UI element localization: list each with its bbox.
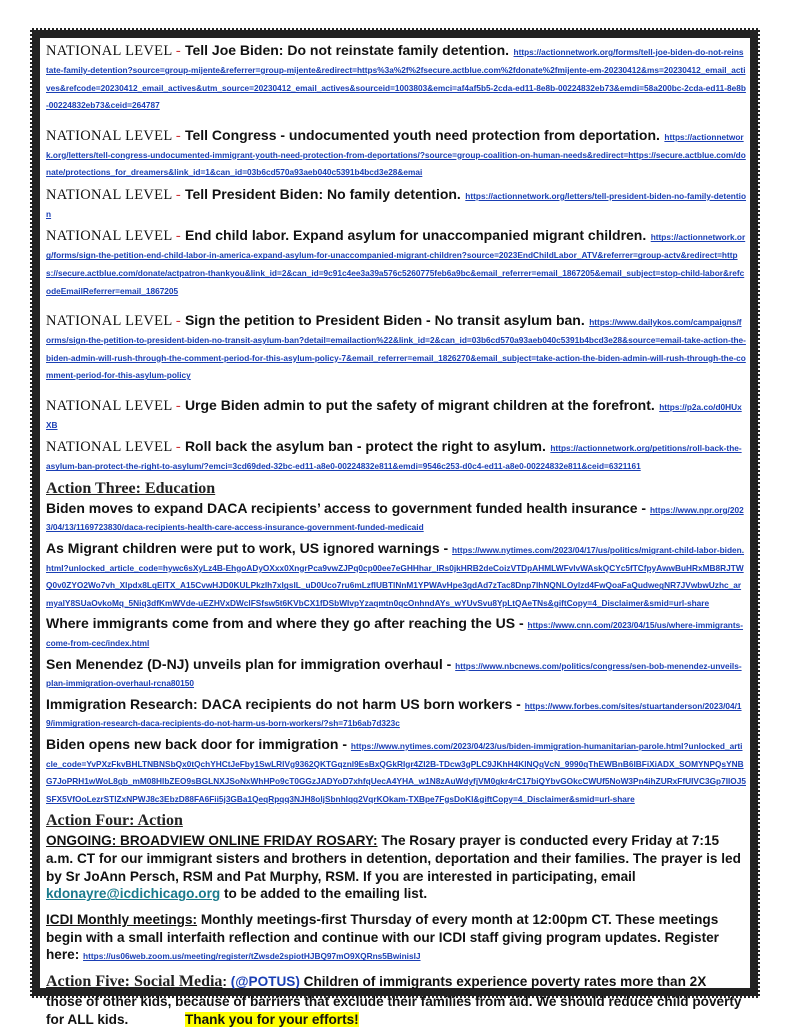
action-heading: Urge Biden admin to put the safety of migrant children at the forefront.: [184, 396, 655, 413]
education-item: [46, 656, 746, 691]
article-heading: Sen Menendez (D-NJ) unveils plan for immigration overhaul -: [46, 655, 456, 672]
icdi-title: ICDI Monthly meetings:: [46, 912, 198, 928]
education-item: [46, 540, 746, 610]
social-colon: :: [222, 974, 231, 990]
icdi-register-link[interactable]: https://us06web.zoom.us/meeting/register/tZwsde2spiotHJBQ97mO9XQRns5BwinisIJ: [83, 951, 421, 962]
social-text: Children of immigrants experience poverty rates more than 2X those of other kids, because of barriers that exclude their families from aid. We should reduce child poverty for ALL kids.: [46, 974, 742, 1027]
national-level-item: [46, 42, 746, 113]
rosary-paragraph: [46, 832, 746, 903]
national-level-item: [46, 312, 746, 383]
national-level-item: [46, 438, 746, 474]
action-link[interactable]: https://actionnetwork.org/letters/tell-president-biden-no-family-detention: [46, 190, 747, 219]
education-item: [46, 615, 746, 650]
icdi-paragraph: [46, 911, 746, 964]
national-level-item: [46, 397, 746, 433]
section-title-social: Action Five: Social Media: [46, 973, 223, 991]
action-link[interactable]: https://actionnetwork.org/petitions/roll-back-the-asylum-ban-protect-the-right-to-asylum/?emci=3cd69ded-32bc-ed11-a8e0-00224832e811&emdi=9546c253-d0c4-ed11-a8e0-00224832e811&ceid=6321161: [46, 443, 742, 472]
national-level-item: [46, 186, 746, 222]
action-heading: Tell Congress - undocumented youth need protection from deportation.: [184, 126, 660, 143]
article-heading: Biden opens new back door for immigration -: [46, 736, 351, 752]
section-title-action: Action Four: Action: [46, 812, 183, 830]
article-link[interactable]: https://www.nytimes.com/2023/04/23/us/biden-immigration-humanitarian-parole.html?unlocked_article_code=YvPXzFkvBHLTNBNSbQx0tQchYHCtJeFby1SwLRlVg9362QKTGqznl9EsBxQGkRlgr4ZI2B-TDcw3gPLC9JKhH4KlNQqVcN_9990qThEWBnB6lBFiXiADX_SOMYNPQsYNBG7JoPRH1wWoL8gb_mM08HlbZEO9sBGLNXJSoNxWhHPo9cT0GGzJADYoD7xhfqUecA4YHA_w1N8zAuWdyfjVM0gkr4rC17biQYbvGOkcCWUf5NoW3Pn4ihZURxFfUIVC3Gp7IlOJ5SFX5VfOoLezrSTlZxNPWJ8c3EbzD88FA6Fii5j3GBa1QeqRpqq3NJH8oljSbnhlqq2VqrKOkam-TXBpe7FgsDoKl&giftCopy=4_Disclaimer&smid=url-share: [46, 741, 746, 804]
section-title-education: Action Three: Education: [46, 479, 216, 497]
education-item: [46, 736, 746, 806]
national-level-label: NATIONAL LEVEL -: [46, 127, 185, 144]
action-link[interactable]: https://actionnetwork.org/forms/sign-the-petition-end-child-labor-in-america-expand-asylum-for-unaccompanied-migrant-children?source=2023EndChildLabor_ATV&referrer=group-actv&redirect=https://secure.actblue.com/donate/actpatron-thankyou&link_id=2&can_id=9c91c4ee3a39a576c5260775feb6a9bc&email_referrer=email_1867205&email_subject=stop-child-labor&refcodeEmailReferrer=email_1867205: [46, 232, 746, 296]
newsletter-content: [46, 42, 746, 1028]
email-link[interactable]: kdonayre@icdichicago.org: [46, 886, 221, 902]
national-level-label: NATIONAL LEVEL -: [46, 313, 185, 330]
icdi-text: Monthly meetings-first Thursday of every month at 12:00pm CT. These meetings begin with a small interfaith reflection and continue with our ICDI staff giving program updates. Register here:: [46, 912, 719, 963]
action-link[interactable]: https://www.dailykos.com/campaigns/forms/sign-the-petition-to-president-biden-no-transit-asylum-ban?detail=emailaction%22&link_id=2&can_id=03b6cd570a93aeb040c5391b4bcd3e28&source=email-take-action-the-biden-admin-will-rush-through-the-comment-period-for-this-asylum-policy-7&email_referrer=email_1826270&email_subject=take-action-the-biden-admin-will-rush-through-the-comment-period-for-this-asylum-policy: [46, 317, 746, 381]
national-level-label: NATIONAL LEVEL -: [46, 439, 185, 456]
action-heading: Roll back the asylum ban - protect the right to asylum.: [184, 438, 546, 455]
national-level-label: NATIONAL LEVEL -: [46, 186, 185, 203]
rosary-text: The Rosary prayer is conducted every Friday at 7:15 a.m. CT for our immigrant sisters and brothers in detention, deportation and their families. The prayer is led by Sr JoAnn Persch, RSM and Pat Murphy, RSM. If you are interested in participating, email: [46, 833, 741, 884]
article-heading: Immigration Research: DACA recipients do not harm US born workers -: [46, 695, 525, 712]
national-level-label: NATIONAL LEVEL -: [46, 228, 185, 245]
action-link[interactable]: https://actionnetwork.org/letters/tell-congress-undocumented-immigrant-youth-need-protection-from-deportations/?source=group-coalition-on-human-needs&redirect=https://secure.actblue.com/donate/protections_for_dreamers&link_id=1&can_id=03b6cd570a93aeb040c5391b4bcd3e28&emai: [46, 131, 746, 178]
national-level-label: NATIONAL LEVEL -: [46, 397, 185, 414]
social-media-paragraph: [46, 972, 746, 1028]
national-level-label: NATIONAL LEVEL -: [46, 43, 185, 59]
potus-handle[interactable]: (@POTUS): [230, 974, 300, 990]
thanks-highlight: Thank you for your efforts!: [184, 1011, 359, 1027]
action-heading: End child labor. Expand asylum for unaccompanied migrant children.: [184, 227, 647, 244]
education-item: [46, 696, 746, 731]
article-link[interactable]: https://www.npr.org/2023/04/13/1169723830/daca-recipients-health-care-access-insurance-government-funded-medicaid: [46, 504, 744, 533]
action-heading: Tell Joe Biden: Do not reinstate family detention.: [184, 42, 510, 58]
article-link[interactable]: https://www.cnn.com/2023/04/15/us/where-immigrants-come-from-cec/index.html: [46, 620, 744, 649]
action-link[interactable]: https://actionnetwork.org/forms/tell-joe-biden-do-not-reinstate-family-detention?source=group-mijente&referrer=group-mijente&redirect=https%3a%2f%2fsecure.actblue.com%2fdonate%2fmijente-em-20230412&ms=20230412_email_actives&refcode=20230412_email_actives&utm_source=20230412_email_actives&sourceid=1003803&emci=af4af5b5-2cda-ed11-8e8b-00224832eb73&emdi=58a200bc-2cda-ed11-8e8b-00224832eb73&ceid=264787: [46, 47, 746, 111]
action-heading: Tell President Biden: No family detention.: [184, 185, 461, 202]
article-link[interactable]: https://www.forbes.com/sites/stuartanderson/2023/04/19/immigration-research-daca-recipients-do-not-harm-us-born-workers/?sh=71b6ab7d323c: [46, 700, 742, 729]
action-heading: Sign the petition to President Biden - No transit asylum ban.: [184, 312, 585, 329]
national-level-item: [46, 227, 746, 298]
rosary-tail: to be added to the emailing list.: [220, 886, 428, 902]
article-heading: Biden moves to expand DACA recipients’ access to government funded health insurance -: [46, 499, 650, 516]
article-link[interactable]: https://www.nbcnews.com/politics/congress/sen-bob-menendez-unveils-plan-immigration-overhaul-rcna80150: [46, 660, 742, 689]
education-item: [46, 500, 746, 535]
education-list: [46, 500, 746, 807]
national-level-list: [46, 42, 746, 474]
article-heading: Where immigrants come from and where they go after reaching the US -: [46, 615, 528, 632]
action-link[interactable]: https://p2a.co/d0HUxXB: [46, 401, 742, 430]
article-heading: As Migrant children were put to work, US ignored warnings -: [46, 540, 453, 557]
rosary-title: ONGOING: BROADVIEW ONLINE FRIDAY ROSARY:: [46, 833, 378, 849]
national-level-item: [46, 127, 746, 180]
article-link[interactable]: https://www.nytimes.com/2023/04/17/us/politics/migrant-child-labor-biden.html?unlocked_article_code=hywc6sXyLz4B-EhgoADyOXxx0XngrPca9vwZJPq0cp00ee7eGHHhar_lRs0jkHRB2deCoizVTDpAHMLWFvlvWAskQCYc5fTCfpyAwwBuHRxMB8RJTWQ0v0ZYO2Wo7vh_Xlpdx8LqEITX_A15CvwHJD0KULPkzlh7xlgslL_uD0Uco7ru6mLzflUBTlNnM1YPWAvHpe3gdAd7zTac8Dnp7lhNQNLOylzd4FwQoaFaQudwegNR7JVwbwUzhc_armyalY8SUaOvkoMq_5Niq3dfKmWVde-uEZHVxDWclFSfsw5t6KVbCX1fDSbWlvpYzaqmtn0qcOnhndAYs_wYUvSvu8YpLtQAeTNs&giftCopy=4_Disclaimer&smid=url-share: [46, 545, 745, 608]
